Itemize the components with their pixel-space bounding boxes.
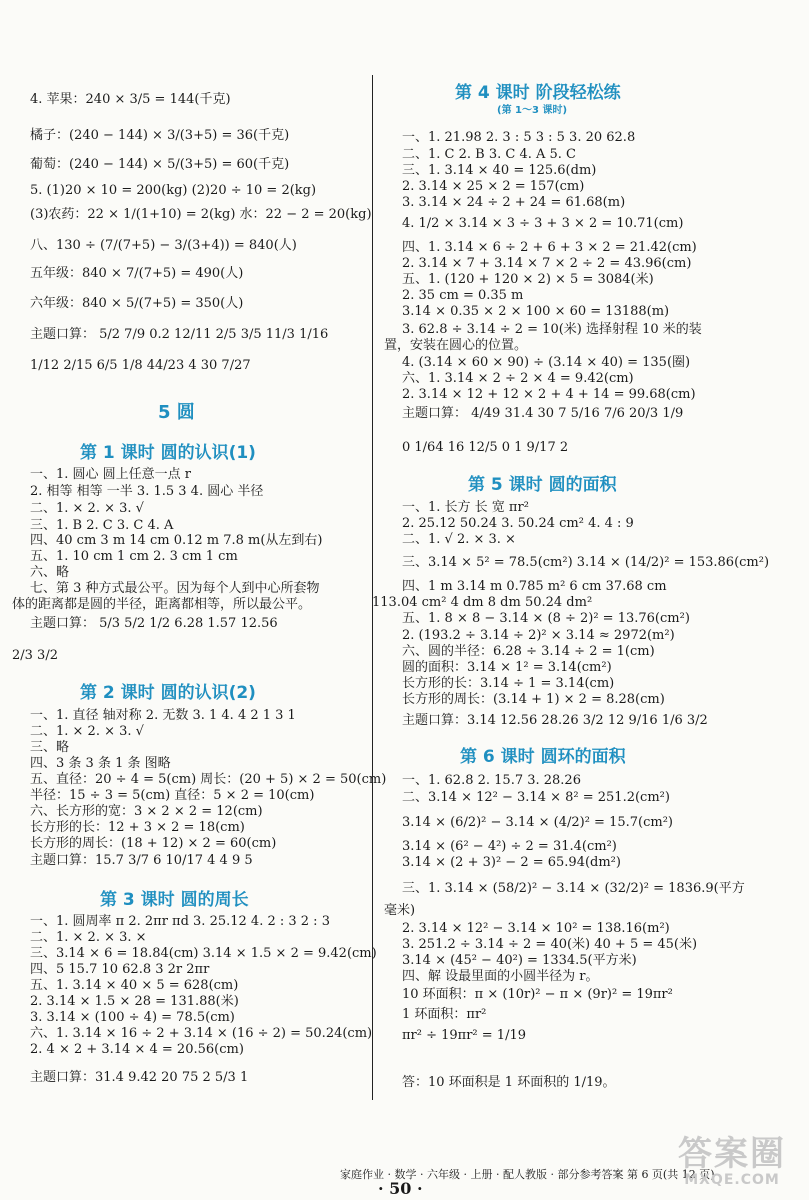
q5-part3: (3)农药：22 × 1/(1+10) = 2(kg) 水：22 − 2 = 20(kg) <box>30 207 372 222</box>
q8-grade5: 五年级：840 × 7/(7+5) = 490(人) <box>30 266 244 281</box>
lesson4-line: 2. 3.14 × 25 × 2 = 157(cm) <box>402 179 585 194</box>
lesson1-line: 四、40 cm 3 m 14 cm 0.12 m 7.8 m(从左到右) <box>30 533 323 548</box>
lesson6-line: 3. 251.2 ÷ 3.14 ÷ 2 = 40(米) 40 + 5 = 45(米) <box>402 937 698 952</box>
column-divider <box>372 75 373 1100</box>
lesson5-line: 三、3.14 × 5² = 78.5(cm²) 3.14 × (14/2)² = 153.86(cm²) <box>402 555 770 570</box>
lesson2-line: 三、略 <box>30 740 70 755</box>
lesson4-line: 2. 3.14 × 7 + 3.14 × 7 × 2 ÷ 2 = 43.96(cm) <box>402 256 692 271</box>
lesson1-line: 体的距离都是圆的半径，距离都相等，所以最公平。 <box>12 597 312 612</box>
q4-orange: 橘子：(240 − 144) × 3/(3+5) = 36(千克) <box>30 128 290 143</box>
lesson5-line: 圆的面积：3.14 × 1² = 3.14(cm²) <box>402 660 612 675</box>
lesson4-title: 第 4 课时 阶段轻松练 <box>455 83 621 103</box>
lesson2-line: 一、1. 直径 轴对称 2. 无数 3. 1 4. 4 2 1 3 1 <box>30 708 296 723</box>
lesson6-line: 3.14 × (2 + 3)² − 2 = 65.94(dm²) <box>402 855 621 870</box>
lesson6-line: 毫米) <box>384 903 416 918</box>
q8-grade6: 六年级：840 × 5/(7+5) = 350(人) <box>30 296 244 311</box>
lesson6-line: 答：10 环面积是 1 环面积的 1/19。 <box>402 1075 616 1090</box>
lesson6-title: 第 6 课时 圆环的面积 <box>460 747 626 767</box>
lesson5-line: 五、1. 8 × 8 − 3.14 × (8 ÷ 2)² = 13.76(cm²) <box>402 611 690 626</box>
lesson4-line: 3. 62.8 ÷ 3.14 ÷ 2 = 10(米) 选择射程 10 米的装 <box>402 322 702 337</box>
lesson5-line: 长方形的周长：(3.14 + 1) × 2 = 8.28(cm) <box>402 692 665 707</box>
lesson4-line: 4. 1/2 × 3.14 × 3 ÷ 3 + 3 × 2 = 10.71(cm) <box>402 216 684 231</box>
lesson3-line: 六、1. 3.14 × 16 ÷ 2 + 3.14 × (16 ÷ 2) = 50.24(cm) <box>30 1026 373 1041</box>
lesson2-line: 二、1. × 2. × 3. √ <box>30 724 144 739</box>
lesson2-line: 长方形的长：12 + 3 × 2 = 18(cm) <box>30 820 245 835</box>
lesson6-line: 一、1. 62.8 2. 15.7 3. 28.26 <box>402 773 581 788</box>
lesson3-line: 二、1. × 2. × 3. × <box>30 930 147 945</box>
lesson3-line: 2. 3.14 × 1.5 × 28 = 131.88(米) <box>30 994 239 1009</box>
lesson4-subtitle: (第 1～3 课时) <box>497 105 568 116</box>
lesson6-line: πr² ÷ 19πr² = 1/19 <box>402 1028 526 1043</box>
lesson6-line: 二、3.14 × 12² − 3.14 × 8² = 251.2(cm²) <box>402 790 670 805</box>
q8-total: 八、130 ÷ (7/(7+5) − 3/(3+4)) = 840(人) <box>30 238 297 253</box>
lesson4-line: 4. (3.14 × 60 × 90) ÷ (3.14 × 40) = 135(圈) <box>402 355 691 370</box>
watermark-logo <box>667 1136 797 1194</box>
lesson6-line: 3.14 × (45² − 40²) = 1334.5(平方米) <box>402 953 637 968</box>
lesson4-mental-math: 0 1/64 16 12/5 0 1 9/17 2 <box>402 440 569 455</box>
lesson4-line: 一、1. 21.98 2. 3 : 5 3 : 5 3. 20 62.8 <box>402 130 636 145</box>
lesson5-line: 二、1. √ 2. × 3. × <box>402 532 516 547</box>
lesson1-line: 五、1. 10 cm 1 cm 2. 3 cm 1 cm <box>30 549 238 564</box>
lesson4-line: 二、1. C 2. B 3. C 4. A 5. C <box>402 147 576 162</box>
lesson6-line: 3.14 × (6² − 4²) ÷ 2 = 31.4(cm²) <box>402 839 617 854</box>
mental-math-2: 1/12 2/15 6/5 1/8 44/23 4 30 7/27 <box>30 358 251 373</box>
lesson5-title: 第 5 课时 圆的面积 <box>468 475 617 495</box>
lesson4-line: 三、1. 3.14 × 40 = 125.6(dm) <box>402 163 597 178</box>
lesson3-title: 第 3 课时 圆的周长 <box>100 890 249 910</box>
lesson6-line: 1 环面积：πr² <box>402 1007 487 1022</box>
lesson4-line: 3. 3.14 × 24 ÷ 2 + 24 = 61.68(m) <box>402 195 626 210</box>
watermark-bottom: MXQE.COM <box>684 1172 780 1188</box>
lesson1-mental-math: 2/3 3/2 <box>12 648 58 663</box>
lesson2-title: 第 2 课时 圆的认识(2) <box>80 683 256 703</box>
lesson4-mental-math: 主题口算： 4/49 31.4 30 7 5/16 7/6 20/3 1/9 <box>402 406 684 421</box>
lesson3-mental-math: 主题口算：31.4 9.42 20 75 2 5/3 1 <box>30 1070 249 1085</box>
lesson5-line: 2. (193.2 ÷ 3.14 ÷ 2)² × 3.14 ≈ 2972(m²) <box>402 628 675 643</box>
lesson5-line: 六、圆的半径：6.28 ÷ 3.14 ÷ 2 = 1(cm) <box>402 644 655 659</box>
chapter-title: 5 圆 <box>158 402 195 423</box>
lesson5-line: 四、1 m 3.14 m 0.785 m² 6 cm 37.68 cm <box>402 579 667 594</box>
lesson4-line: 五、1. (120 + 120 × 2) × 5 = 3084(米) <box>402 272 654 287</box>
lesson1-line: 2. 相等 相等 一半 3. 1.5 3 4. 圆心 半径 <box>30 484 264 499</box>
lesson3-line: 一、1. 圆周率 π 2. 2πr πd 3. 25.12 4. 2 : 3 2 : 3 <box>30 914 330 929</box>
lesson4-line: 置，安装在圆心的位置。 <box>384 338 528 353</box>
watermark-top: 答案圈 <box>678 1134 786 1174</box>
lesson1-line: 一、1. 圆心 圆上任意一点 r <box>30 467 192 482</box>
mental-math-1: 主题口算： 5/2 7/9 0.2 12/11 2/5 3/5 11/3 1/16 <box>30 327 329 342</box>
lesson1-line: 二、1. × 2. × 3. √ <box>30 501 144 516</box>
lesson5-mental-math: 主题口算：3.14 12.56 28.26 3/2 12 9/16 1/6 3/2 <box>402 713 708 728</box>
lesson6-line: 3.14 × (6/2)² − 3.14 × (4/2)² = 15.7(cm²) <box>402 815 673 830</box>
page-footer: 家庭作业 · 数学 · 六年级 · 上册 · 配人教版 · 部分参考答案 第 6 页(共 12 页) <box>340 1168 715 1181</box>
q5-part1: 5. (1)20 × 10 = 200(kg) (2)20 ÷ 10 = 2(kg) <box>30 183 317 198</box>
lesson2-line: 五、直径：20 ÷ 4 = 5(cm) 周长：(20 + 5) × 2 = 50(cm) <box>30 772 387 787</box>
lesson1-mental-math: 主题口算： 5/3 5/2 1/2 6.28 1.57 12.56 <box>30 616 278 631</box>
lesson3-line: 五、1. 3.14 × 40 × 5 = 628(cm) <box>30 978 239 993</box>
lesson5-line: 113.04 cm² 4 dm 8 dm 50.24 dm² <box>372 595 593 610</box>
lesson3-line: 四、5 15.7 10 62.8 3 2r 2πr <box>30 962 210 977</box>
page-number: · 50 · <box>378 1179 423 1198</box>
q4-apple: 4. 苹果：240 × 3/5 = 144(千克) <box>30 92 231 107</box>
lesson5-line: 一、1. 长方 长 宽 πr² <box>402 500 529 515</box>
lesson6-line: 四、解 设最里面的小圆半径为 r。 <box>402 969 599 984</box>
lesson2-line: 四、3 条 3 条 1 条 图略 <box>30 756 171 771</box>
lesson4-line: 四、1. 3.14 × 6 ÷ 2 + 6 + 3 × 2 = 21.42(cm) <box>402 240 697 255</box>
lesson1-title: 第 1 课时 圆的认识(1) <box>80 443 256 463</box>
lesson2-line: 六、长方形的宽：3 × 2 × 2 = 12(cm) <box>30 804 263 819</box>
lesson4-line: 六、1. 3.14 × 2 ÷ 2 × 4 = 9.42(cm) <box>402 371 634 386</box>
lesson3-line: 三、3.14 × 6 = 18.84(cm) 3.14 × 1.5 × 2 = 9.42(cm) <box>30 946 377 961</box>
lesson6-line: 10 环面积：π × (10r)² − π × (9r)² = 19πr² <box>402 987 673 1002</box>
lesson1-line: 三、1. B 2. C 3. C 4. A <box>30 518 174 533</box>
lesson4-line: 3.14 × 0.35 × 2 × 100 × 60 = 13188(m) <box>402 304 670 319</box>
lesson1-line: 六、略 <box>30 565 70 580</box>
lesson6-line: 三、1. 3.14 × (58/2)² − 3.14 × (32/2)² = 1836.9(平方 <box>402 881 745 896</box>
lesson4-line: 2. 3.14 × 12 + 12 × 2 + 4 + 14 = 99.68(cm) <box>402 387 696 402</box>
lesson6-line: 2. 3.14 × 12² − 3.14 × 10² = 138.16(m²) <box>402 921 670 936</box>
lesson2-line: 长方形的周长：(18 + 12) × 2 = 60(cm) <box>30 836 277 851</box>
lesson3-line: 2. 4 × 2 + 3.14 × 4 = 20.56(cm) <box>30 1042 244 1057</box>
lesson2-mental-math: 主题口算：15.7 3/7 6 10/17 4 4 9 5 <box>30 853 253 868</box>
lesson2-line: 半径：15 ÷ 3 = 5(cm) 直径：5 × 2 = 10(cm) <box>30 788 315 803</box>
lesson3-line: 3. 3.14 × (100 ÷ 4) = 78.5(cm) <box>30 1010 235 1025</box>
lesson5-line: 长方形的长：3.14 ÷ 1 = 3.14(cm) <box>402 676 615 691</box>
lesson5-line: 2. 25.12 50.24 3. 50.24 cm² 4. 4 : 9 <box>402 516 634 531</box>
q4-grape: 葡萄：(240 − 144) × 5/(3+5) = 60(千克) <box>30 157 290 172</box>
lesson4-line: 2. 35 cm = 0.35 m <box>402 288 524 303</box>
lesson1-line: 七、第 3 种方式最公平。因为每个人到中心所套物 <box>30 581 320 596</box>
